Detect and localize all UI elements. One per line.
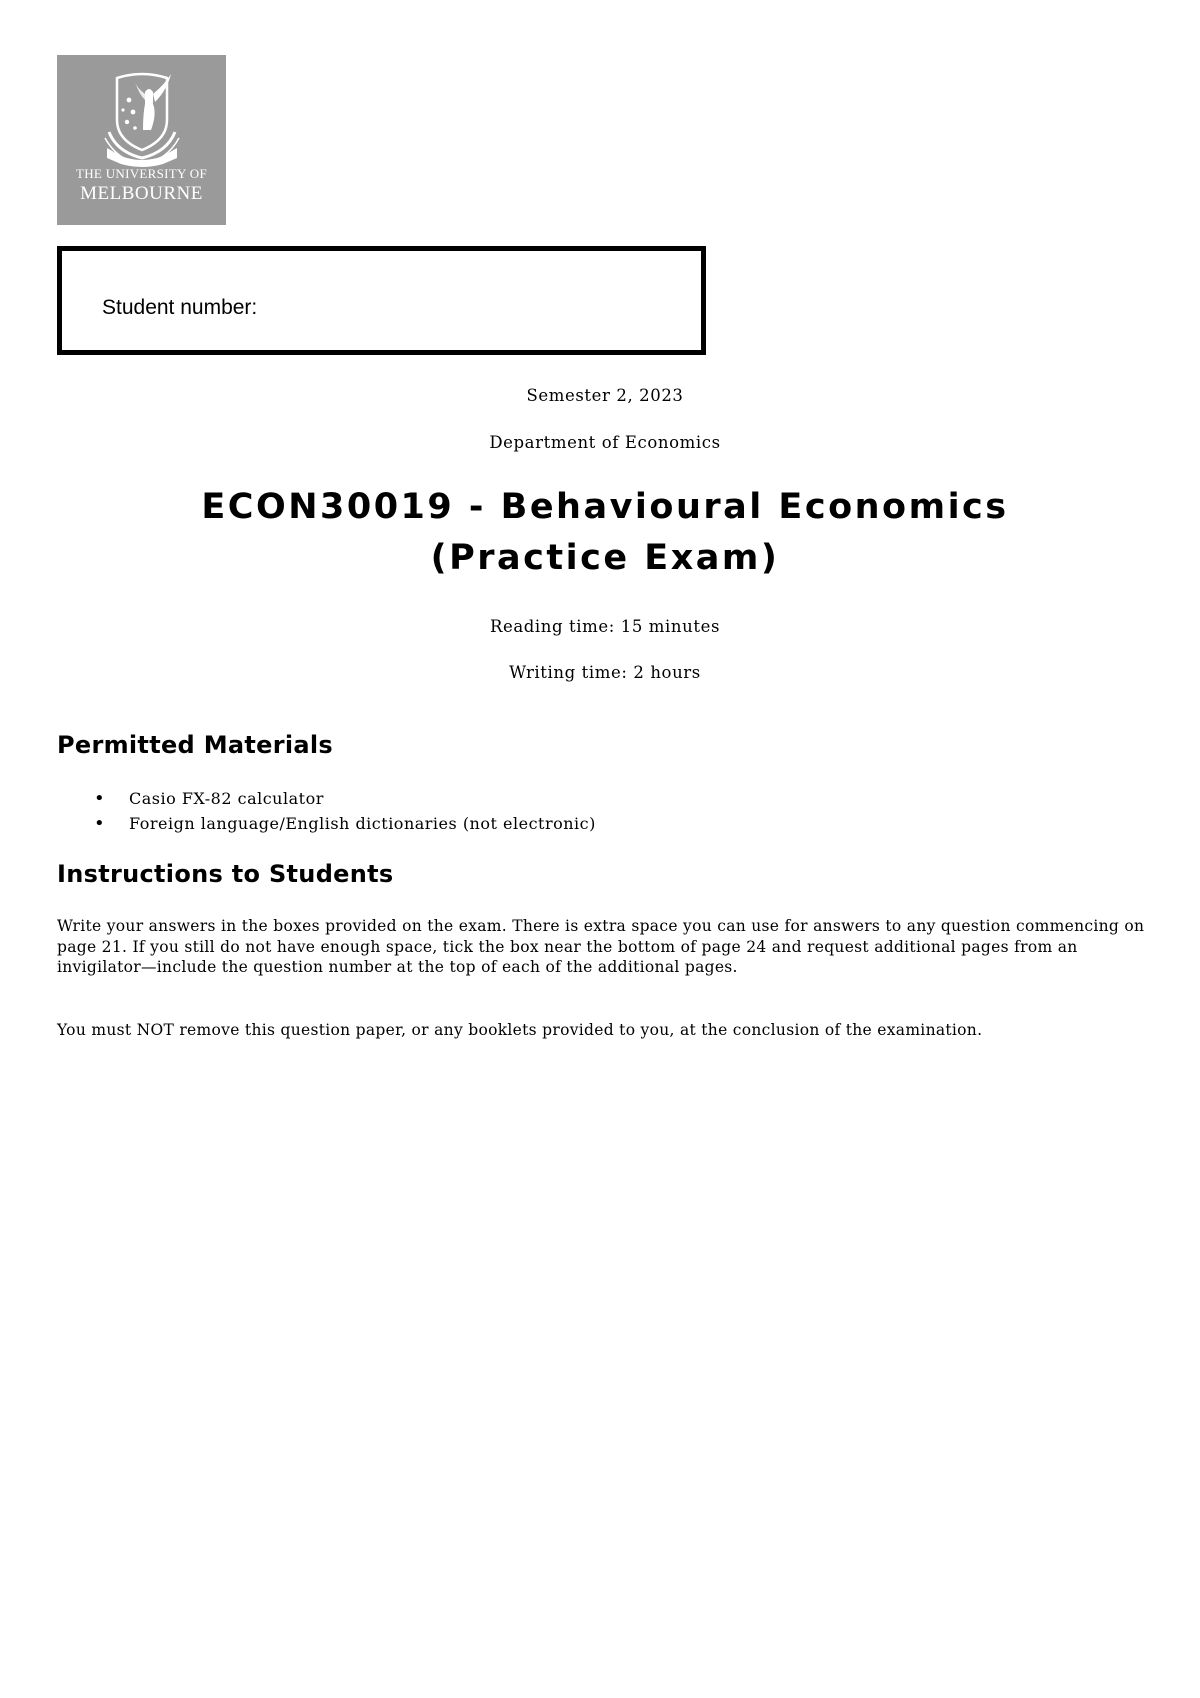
department-text: Department of Economics bbox=[489, 433, 721, 452]
logo-text-line2: MELBOURNE bbox=[80, 183, 203, 204]
student-number-label: Student number: bbox=[102, 296, 258, 319]
reading-time-text: Reading time: 15 minutes bbox=[489, 617, 721, 636]
exam-title-line2: (Practice Exam) bbox=[430, 538, 780, 578]
list-item: • Casio FX-82 calculator bbox=[57, 786, 596, 811]
university-logo bbox=[57, 55, 226, 225]
permitted-materials-heading: Permitted Materials bbox=[57, 731, 333, 759]
permitted-materials-list bbox=[57, 786, 596, 836]
semester-text: Semester 2, 2023 bbox=[526, 386, 684, 405]
student-number-box[interactable] bbox=[57, 246, 706, 355]
exam-title-line1: ECON30019 - Behavioural Economics bbox=[201, 487, 1009, 527]
instructions-paragraph-2: You must NOT remove this question paper, or any booklets provided to you, at the conclusion of the examination. bbox=[57, 1021, 983, 1039]
exam-title bbox=[0, 482, 1200, 584]
list-item: • Foreign language/English dictionaries (not electronic) bbox=[57, 811, 596, 836]
writing-time-text: Writing time: 2 hours bbox=[509, 663, 701, 682]
instructions-heading: Instructions to Students bbox=[57, 860, 394, 888]
instructions-paragraph-1: Write your answers in the boxes provided on the exam. There is extra space you can use for answers to any question commencing on page 21. If you still do not have enough space, tick the box near the bottom of page 24 and request additional pages from an invigilator—include the question number at the top of each of the additional pages. bbox=[57, 917, 1145, 976]
logo-text-line1: THE UNIVERSITY OF bbox=[76, 166, 207, 181]
